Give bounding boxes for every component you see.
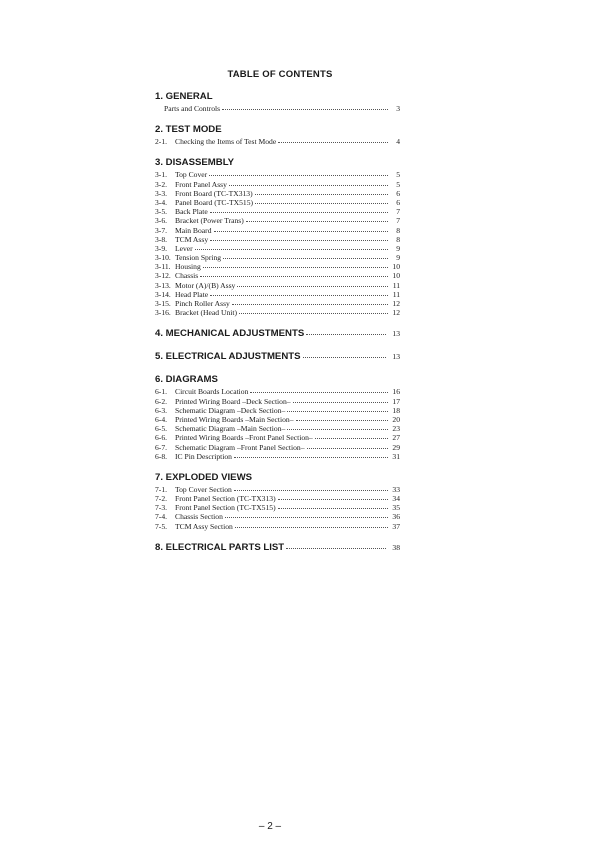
page-ref: 31	[392, 451, 400, 461]
page-ref: 6	[396, 188, 400, 198]
page-ref: 7	[396, 207, 400, 217]
dot-leader	[278, 502, 388, 509]
dot-leader	[229, 179, 388, 186]
toc-section	[155, 90, 400, 113]
dot-leader	[235, 521, 388, 528]
entry-title: IC Pin Description	[175, 451, 232, 461]
page-ref: 8	[396, 234, 400, 244]
dot-leader	[210, 206, 388, 213]
entry-title: Pinch Roller Assy	[175, 299, 230, 308]
page-ref: 12	[392, 299, 400, 308]
dot-leader	[200, 270, 388, 277]
toc-section	[155, 327, 400, 340]
dot-leader	[234, 451, 388, 458]
entry-number: 3-16.	[155, 308, 171, 318]
section-heading: 3. DISASSEMBLY	[155, 157, 235, 169]
dot-leader	[214, 225, 389, 232]
entry-title: Schematic Diagram –Main Section–	[175, 424, 286, 434]
page-ref: 18	[392, 405, 400, 415]
entry-number: 3-7.	[155, 225, 168, 235]
entry-title: TCM Assy Section	[175, 521, 233, 531]
entry-title: Printed Wiring Board –Deck Section–	[175, 396, 291, 406]
entry-title: Schematic Diagram –Deck Section–	[175, 405, 286, 415]
entry-number: 3-10.	[155, 253, 171, 263]
entry-number: 3-15.	[155, 299, 171, 308]
toc-entry[interactable]	[155, 104, 400, 113]
entry-number: 3-14.	[155, 289, 171, 299]
toc-main-entry[interactable]	[155, 541, 400, 554]
page-ref: 35	[392, 503, 400, 513]
toc-section	[155, 373, 400, 461]
page-ref: 38	[392, 542, 400, 552]
dot-leader	[278, 136, 388, 143]
page-ref: 9	[396, 243, 400, 253]
entry-title: Head Plate	[175, 289, 209, 299]
page-ref: 6	[396, 197, 400, 207]
page-ref: 27	[392, 433, 400, 443]
toc-section	[155, 123, 400, 146]
section-heading: 8. ELECTRICAL PARTS LIST	[155, 541, 285, 553]
page-ref: 36	[392, 512, 400, 522]
entry-title: TCM Assy	[175, 234, 209, 244]
page-ref: 8	[396, 225, 400, 235]
page-ref: 7	[396, 216, 400, 226]
page-ref: 4	[396, 137, 400, 147]
dot-leader	[209, 169, 388, 176]
section-heading: 7. EXPLODED VIEWS	[155, 471, 253, 483]
entry-title: Printed Wiring Boards –Main Section–	[175, 414, 294, 424]
entry-title: Tension Spring	[175, 253, 222, 263]
dot-leader	[293, 396, 388, 403]
toc-entry[interactable]	[155, 522, 400, 531]
dot-leader	[315, 432, 388, 439]
entry-number: 3-8.	[155, 234, 168, 244]
entry-title: Panel Board (TC-TX515)	[175, 197, 254, 207]
entry-title: Parts and Controls	[164, 104, 221, 113]
toc-section	[155, 471, 400, 531]
dot-leader	[210, 289, 388, 296]
entry-number: 3-4.	[155, 197, 168, 207]
entry-number: 3-13.	[155, 280, 171, 290]
page-ref: 17	[392, 396, 400, 406]
table-of-contents	[155, 90, 400, 564]
page-number: – 2 –	[258, 821, 282, 832]
entry-number: 3-9.	[155, 243, 168, 253]
entry-number: 6-2.	[155, 396, 168, 406]
dot-leader	[210, 234, 388, 241]
section-heading: 4. MECHANICAL ADJUSTMENTS	[155, 328, 305, 340]
entry-number: 7-3.	[155, 503, 168, 513]
dot-leader	[303, 350, 386, 358]
entry-number: 6-5.	[155, 424, 168, 434]
dot-leader	[239, 307, 388, 314]
entry-number: 3-5.	[155, 207, 168, 217]
entry-title: Front Panel Section (TC-TX313)	[175, 494, 276, 504]
entry-number: 7-5.	[155, 521, 168, 531]
dot-leader	[296, 414, 388, 421]
entry-title: Back Plate	[175, 207, 208, 217]
page-ref: 29	[392, 442, 400, 452]
toc-section	[155, 156, 400, 317]
entry-title: Chassis Section	[175, 512, 223, 522]
entry-number: 6-7.	[155, 442, 168, 452]
dot-leader	[237, 280, 388, 287]
entry-number: 6-1.	[155, 387, 168, 397]
toc-section	[155, 350, 400, 363]
entry-title: Bracket (Head Unit)	[175, 308, 237, 318]
toc-entry[interactable]	[155, 308, 400, 317]
page-ref: 10	[392, 271, 400, 281]
dot-leader	[255, 188, 388, 195]
page-ref: 11	[392, 280, 400, 290]
entry-number: 7-1.	[155, 484, 168, 494]
dot-leader	[287, 405, 388, 412]
dot-leader	[306, 327, 386, 335]
dot-leader	[287, 423, 388, 430]
entry-number: 7-4.	[155, 512, 168, 522]
page-ref: 20	[392, 414, 400, 424]
entry-number: 3-12.	[155, 271, 171, 281]
dot-leader	[278, 493, 388, 500]
toc-section	[155, 541, 400, 554]
dot-leader	[286, 541, 386, 549]
document-title: TABLE OF CONTENTS	[227, 69, 333, 80]
entry-number: 7-2.	[155, 494, 168, 504]
dot-leader	[223, 252, 388, 259]
page-ref: 11	[392, 289, 400, 299]
page-ref: 37	[392, 521, 400, 531]
entry-number: 3-1.	[155, 170, 168, 180]
entry-title: Top Cover Section	[175, 484, 232, 494]
entry-number: 3-3.	[155, 188, 168, 198]
entry-title: Checking the Items of Test Mode	[175, 137, 277, 147]
dot-leader	[222, 103, 388, 110]
page-ref: 5	[396, 170, 400, 180]
page-ref: 23	[392, 424, 400, 434]
entry-number: 6-4.	[155, 414, 168, 424]
dot-leader	[225, 511, 388, 518]
entry-title: Schematic Diagram –Front Panel Section–	[175, 442, 305, 452]
dot-leader	[250, 386, 388, 393]
entry-number: 6-6.	[155, 433, 168, 443]
entry-title: Lever	[175, 243, 193, 253]
page-ref: 13	[392, 329, 400, 339]
entry-title: Circuit Boards Location	[175, 387, 249, 397]
page-ref: 16	[392, 387, 400, 397]
section-heading: 6. DIAGRAMS	[155, 374, 218, 386]
toc-main-entry[interactable]	[155, 350, 400, 363]
page-ref: 34	[392, 494, 400, 504]
section-heading: 2. TEST MODE	[155, 124, 222, 136]
entry-number: 6-3.	[155, 405, 168, 415]
dot-leader	[232, 298, 388, 305]
entry-title: Housing	[175, 262, 201, 272]
entry-number: 2-1.	[155, 137, 168, 147]
dot-leader	[307, 442, 389, 449]
entry-title: Front Panel Assy	[175, 179, 227, 189]
entry-number: 3-11.	[155, 262, 171, 272]
page-ref: 5	[396, 179, 400, 189]
entry-title: Top Cover	[175, 170, 208, 180]
section-heading: 1. GENERAL	[155, 91, 213, 102]
entry-number: 3-6.	[155, 216, 168, 226]
entry-title: Chassis	[175, 271, 199, 281]
section-heading: 5. ELECTRICAL ADJUSTMENTS	[155, 351, 301, 363]
dot-leader	[255, 197, 388, 204]
entry-title: Bracket (Power Trans)	[175, 216, 244, 226]
page-ref: 3	[396, 104, 400, 113]
entry-title: Front Panel Section (TC-TX515)	[175, 503, 276, 513]
entry-title: Printed Wiring Boards –Front Panel Section–	[175, 433, 313, 443]
toc-entry[interactable]	[155, 137, 400, 146]
dot-leader	[246, 215, 388, 222]
page-ref: 10	[392, 262, 400, 272]
page-ref: 13	[392, 352, 400, 362]
page-ref: 33	[392, 484, 400, 494]
dot-leader	[234, 484, 388, 491]
toc-main-entry[interactable]	[155, 327, 400, 340]
entry-title: Main Board	[175, 225, 212, 235]
entry-number: 3-2.	[155, 179, 168, 189]
dot-leader	[195, 243, 388, 250]
entry-title: Motor (A)/(B) Assy	[175, 280, 236, 290]
page-ref: 12	[392, 308, 400, 318]
toc-entry[interactable]	[155, 452, 400, 461]
page-ref: 9	[396, 253, 400, 263]
dot-leader	[203, 261, 388, 268]
entry-title: Front Board (TC-TX313)	[175, 188, 253, 198]
entry-number: 6-8.	[155, 451, 168, 461]
